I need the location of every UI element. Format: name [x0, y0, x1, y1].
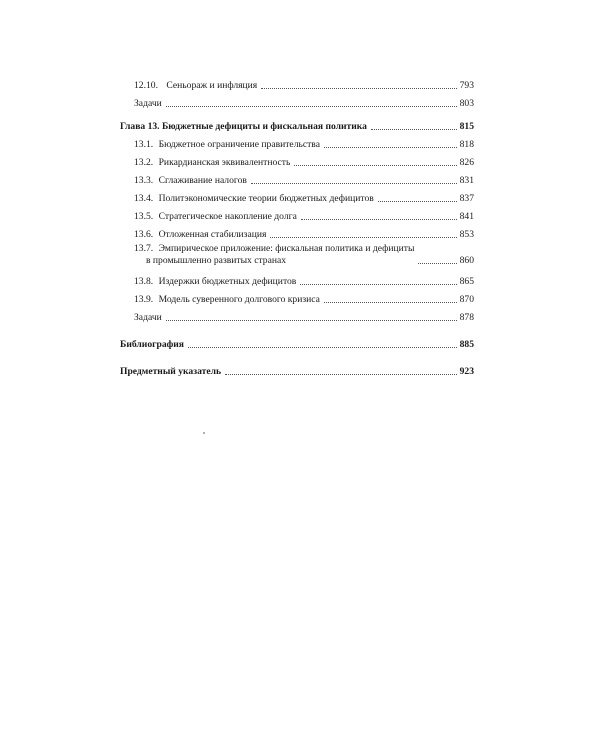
- toc-entry-label: [114, 229, 266, 241]
- toc-entry-title: Эмпирическое приложение: фискальная политика и дефициты: [158, 243, 415, 254]
- toc-entry-number: 13.4.: [134, 193, 154, 204]
- toc-entry: [114, 133, 474, 151]
- dot-leader: [294, 165, 456, 166]
- toc-entry-title: Задачи: [134, 312, 162, 323]
- dot-leader: [188, 347, 457, 348]
- toc-entry-label: [114, 80, 257, 92]
- toc-chapter-entry: [114, 115, 474, 133]
- toc-entry: [114, 241, 474, 270]
- dot-leader: [261, 88, 456, 89]
- toc-entry-number: 13.9.: [134, 294, 154, 305]
- dot-leader: [225, 374, 457, 375]
- toc-entry: [114, 74, 474, 92]
- toc-entry-label: [114, 139, 320, 151]
- toc-entry-title: Бюджетное ограничение правительства: [158, 139, 320, 150]
- toc-entry: [114, 169, 474, 187]
- toc-entry-number: 13.8.: [134, 276, 154, 287]
- dot-leader: [301, 219, 457, 220]
- dot-leader: [378, 201, 457, 202]
- dot-leader: [324, 147, 457, 148]
- toc-entry-page: 826: [459, 157, 474, 168]
- toc-entry-page: 923: [459, 366, 474, 377]
- toc-entry-number: 13.3.: [134, 175, 154, 186]
- toc-entry: [114, 288, 474, 306]
- toc-entry-title: Задачи: [134, 98, 162, 109]
- table-of-contents: [114, 74, 474, 378]
- toc-entry-number: 13.7.: [134, 243, 154, 254]
- toc-entry-title: Стратегическое накопление долга: [158, 211, 297, 222]
- toc-entry-title: Сглаживание налогов: [158, 175, 247, 186]
- toc-entry-number: 13.5.: [134, 211, 154, 222]
- toc-entry-page: 837: [459, 193, 474, 204]
- toc-entry-page: 853: [459, 229, 474, 240]
- toc-entry: [114, 151, 474, 169]
- toc-index-title: Предметный указатель: [120, 366, 222, 377]
- toc-entry-title-continuation: в промышленно развитых странах: [146, 255, 287, 266]
- toc-entry: [114, 270, 474, 288]
- toc-entry-label: [114, 276, 296, 288]
- toc-chapter-title: Глава 13. Бюджетные дефициты и фискальная политика: [120, 121, 367, 132]
- toc-entry: [114, 187, 474, 205]
- dot-leader: [166, 106, 457, 107]
- toc-entry-title-line-1: [134, 243, 414, 255]
- toc-entry-label: [114, 294, 320, 306]
- toc-entry-label: [114, 211, 297, 223]
- toc-entry: [114, 92, 474, 110]
- toc-entry-title: Модель суверенного долгового кризиса: [158, 294, 320, 305]
- toc-entry-page: 793: [459, 80, 474, 91]
- toc-entry-label: [114, 175, 247, 187]
- toc-entry: [114, 223, 474, 241]
- scan-speck: [203, 432, 205, 434]
- toc-entry-number: 13.6.: [134, 229, 154, 240]
- toc-entry-title: Политэкономические теории бюджетных дефицитов: [158, 193, 374, 204]
- toc-entry: [114, 306, 474, 324]
- toc-entry-label: [114, 312, 162, 324]
- dot-leader: [270, 237, 456, 238]
- toc-entry-label: [114, 157, 290, 169]
- toc-entry-page: 865: [459, 276, 474, 287]
- toc-entry-page: 841: [459, 211, 474, 222]
- toc-entry-title: Сеньораж и инфляция: [166, 80, 258, 91]
- toc-bibliography-title: Библиография: [120, 339, 184, 350]
- toc-entry-page: 803: [459, 98, 474, 109]
- toc-bibliography-entry: [114, 333, 474, 351]
- dot-leader: [300, 284, 456, 285]
- dot-leader: [166, 320, 457, 321]
- toc-entry-page: 885: [459, 339, 474, 350]
- dot-leader: [251, 183, 457, 184]
- toc-entry: [114, 205, 474, 223]
- dot-leader: [371, 129, 457, 130]
- toc-entry-number: 13.1.: [134, 139, 154, 150]
- toc-index-entry: [114, 360, 474, 378]
- toc-entry-page: 831: [459, 175, 474, 186]
- toc-entry-title: Рикардианская эквивалентность: [158, 157, 291, 168]
- toc-entry-label: [114, 98, 162, 110]
- toc-entry-number: 13.2.: [134, 157, 154, 168]
- dot-leader: [324, 302, 457, 303]
- toc-entry-page: 860: [459, 255, 474, 266]
- toc-entry-page: 818: [459, 139, 474, 150]
- toc-entry-title: Отложенная стабилизация: [158, 229, 267, 240]
- toc-entry-label: [114, 193, 374, 205]
- toc-entry-label: [114, 243, 414, 267]
- toc-entry-number: 12.10.: [134, 80, 158, 91]
- dot-leader: [418, 263, 456, 264]
- toc-entry-page: 878: [459, 312, 474, 323]
- toc-entry-page: 870: [459, 294, 474, 305]
- toc-entry-title: Издержки бюджетных дефицитов: [158, 276, 297, 287]
- toc-entry-page: 815: [459, 121, 474, 132]
